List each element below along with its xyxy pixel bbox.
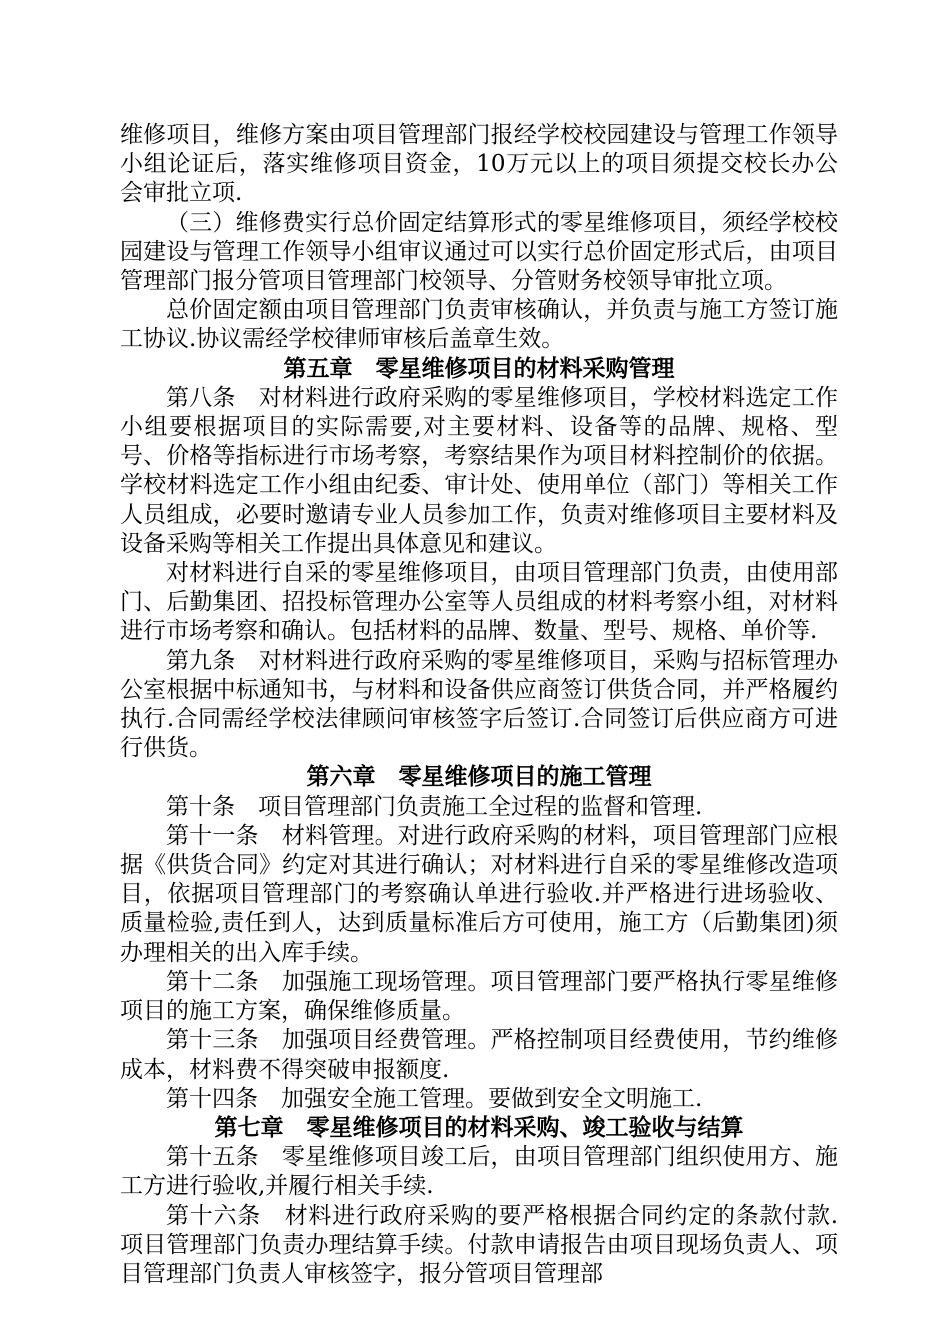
paragraph: 第十一条 材料管理。对进行政府采购的材料，项目管理部门应根据《供货合同》约定对其进行确认；对材料进行自采的零星维修改造项目，依据项目管理部门的考察确认单进行验收.并严格进行进场验收、质量检验,责任到人，达到质量标准后方可使用，施工方（后勤集团)须办理相关的出入库手续。 (120, 822, 838, 966)
paragraph: 第十二条 加强施工现场管理。项目管理部门要严格执行零星维修项目的施工方案，确保维修质量。 (120, 968, 838, 1025)
chapter-heading: 第七章 零星维修项目的材料采购、竣工验收与结算 (214, 1114, 744, 1141)
document-page (120, 121, 838, 1289)
paragraph: 对材料进行自采的零星维修项目，由项目管理部门负责，由使用部门、后勤集团、招投标管理办公室等人员组成的材料考察小组，对材料进行市场考察和确认。包括材料的品牌、数量、型号、规格、单价等. (120, 560, 838, 645)
paragraph: 第十条 项目管理部门负责施工全过程的监督和管理. (166, 793, 703, 820)
paragraph: （三）维修费实行总价固定结算形式的零星维修项目，须经学校校园建设与管理工作领导小组审议通过可以实行总价固定形式后，由项目管理部门报分管项目管理部门校领导、分管财务校领导审批立项。 (120, 209, 838, 295)
paragraph: 第九条 对材料进行政府采购的零星维修项目，采购与招标管理办公室根据中标通知书，与材料和设备供应商签订供货合同，并严格履约执行.合同需经学校法律顾问审核签字后签订.合同签订后供应商方可进行供货。 (120, 647, 838, 762)
paragraph: 第十五条 零星维修项目竣工后，由项目管理部门组织使用方、施工方进行验收,并履行相关手续. (120, 1144, 838, 1200)
paragraph: 总价固定额由项目管理部门负责审核确认，并负责与施工方签订施工协议.协议需经学校律师审核后盖章生效。 (120, 297, 838, 353)
paragraph: 第八条 对材料进行政府采购的零星维修项目，学校材料选定工作小组要根据项目的实际需要,对主要材料、设备等的品牌、规格、型号、价格等指标进行市场考察，考察结果作为项目材料控制价的依据。学校材料选定工作小组由纪委、审计处、使用单位（部门）等相关工作人员组成，必要时邀请专业人员参加工作，负责对维修项目主要材料及设备采购等相关工作提出具体意见和建议。 (120, 384, 838, 557)
chapter-heading: 第六章 零星维修项目的施工管理 (306, 764, 652, 791)
paragraph: 第十六条 材料进行政府采购的要严格根据合同约定的条款付款.项目管理部门负责办理结算手续。付款申请报告由项目现场负责人、项目管理部门负责人审核签字，报分管项目管理部 (120, 1202, 838, 1287)
paragraph: 第十四条 加强安全施工管理。要做到安全文明施工. (166, 1085, 703, 1112)
paragraph: 维修项目，维修方案由项目管理部门报经学校校园建设与管理工作领导小组论证后，落实维修项目资金，10万元以上的项目须提交校长办公会审批立项. (120, 122, 838, 207)
paragraph: 第十三条 加强项目经费管理。严格控制项目经费使用，节约维修成本，材料费不得突破申报额度. (120, 1027, 838, 1083)
chapter-heading: 第五章 零星维修项目的材料采购管理 (283, 355, 675, 382)
